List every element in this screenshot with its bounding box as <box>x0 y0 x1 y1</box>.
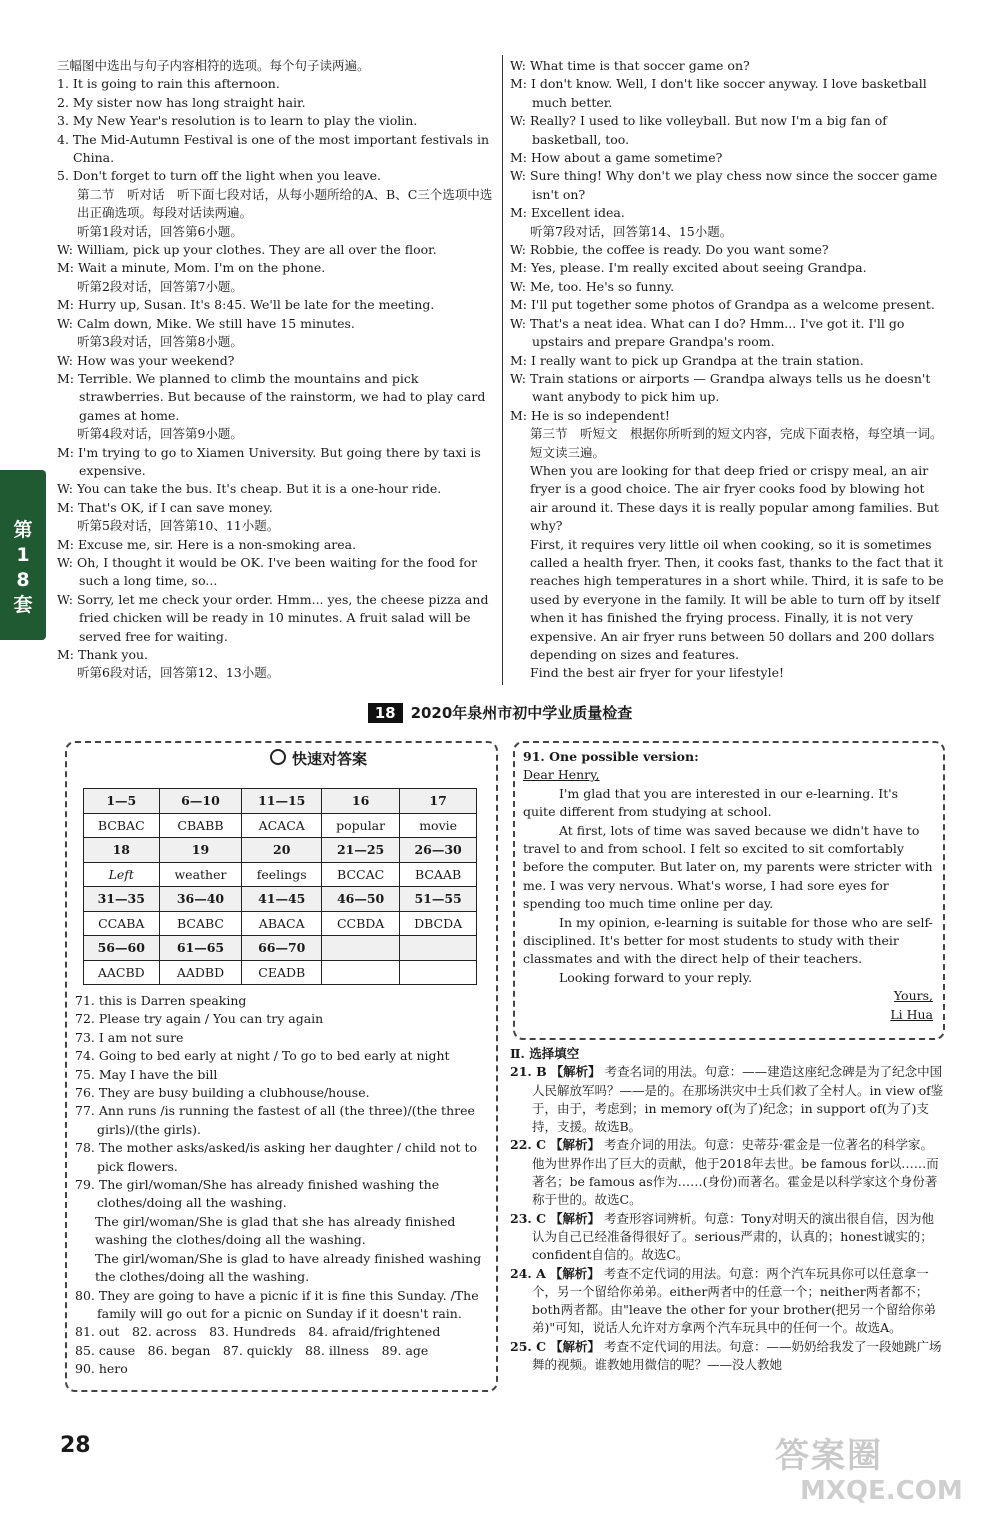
left-line: M: Wait a minute, Mom. I'm on the phone. <box>57 260 326 276</box>
right-line: First, it requires very little oil when cooking, so it is sometimes called a health fryer. Then, it cooks fast, thanks to the fact that it reaches high temperatures in a short while. Third, it is safe to be used by everyone in the family. It will be able to turn off by itself when it has finished the frying process. Finally, it is not very expensive. An air fryer runs between 50 dollars and 200 dollars depending on sizes and features. <box>530 536 944 662</box>
answer-value: popular <box>322 813 400 838</box>
right-line: M: I'll put together some photos of Grandpa as a welcome present. <box>510 297 935 313</box>
answer-value: feelings <box>242 862 322 887</box>
right-line: W: Sure thing! Why don't we play chess now since the soccer game isn't on? <box>510 168 938 202</box>
answer-value: AADBD <box>159 960 242 985</box>
answer-value <box>322 960 400 985</box>
question-answer: 21. B <box>510 1064 547 1080</box>
answer-range <box>400 936 477 961</box>
analysis-tag: 【解析】 <box>550 1064 601 1080</box>
left-line: 听第5段对话，回答第10、11小题。 <box>77 518 280 534</box>
answer-range: 51—55 <box>400 887 477 912</box>
letter-paragraph: Looking forward to your reply. <box>559 969 753 985</box>
right-line: When you are looking for that deep fried or crispy meal, an air fryer is a good choice. The air fryer cooks food by blowing hot air around it. These days it is really popular among families. But why? <box>530 462 939 534</box>
section-title: 2020年泉州市初中学业质量检查 <box>410 704 633 722</box>
magnifier-icon <box>270 749 286 765</box>
answer-value: ACACA <box>242 813 322 838</box>
answer-range: 26—30 <box>400 838 477 863</box>
answer-range: 61—65 <box>159 936 242 961</box>
set-number-tab <box>0 470 46 640</box>
answer-header-row <box>84 789 477 814</box>
answer-line: 76. They are busy building a clubhouse/house. <box>75 1085 370 1101</box>
analysis-text: 考查不定代词的用法。句意：——奶奶给我发了一段她跳广场舞的视频。谁教她用微信的呢？——没人教她 <box>532 1338 942 1373</box>
letter-paragraph: At first, lots of time was saved because we didn't have to travel to and from school. I felt so excited to sit comfortably before the computer. But later on, my parents were stricter with me. I was very nervous. What's worse, I had sore eyes for spending too much time online per day. <box>523 822 933 912</box>
left-line: 听第3段对话，回答第8小题。 <box>77 334 243 350</box>
analysis-text: 考查不定代词的用法。句意：两个汽车玩具你可以任意拿一个，另一个留给你弟弟。either两者中的任意一个；neither两者都不；both两者都。由"leave the other for your brother(把另一个留给你弟弟)"可知，说话人允许对方拿两个汽车玩具中的任何一个。故选A。 <box>532 1265 937 1336</box>
letter-greeting: Dear Henry, <box>523 767 600 783</box>
question-answer: 25. C <box>510 1338 547 1354</box>
left-line: M: Hurry up, Susan. It's 8:45. We'll be late for the meeting. <box>57 297 435 313</box>
left-line: W: You can take the bus. It's cheap. But it is a one-hour ride. <box>57 481 442 497</box>
answer-line: 79. The girl/woman/She has already finished washing the clothes/doing all the washing. <box>75 1177 440 1211</box>
left-line: W: How was your weekend? <box>57 352 235 368</box>
right-line: W: Me, too. He's so funny. <box>510 278 675 294</box>
answer-table <box>83 788 477 985</box>
letter-closing: Yours, <box>893 988 933 1004</box>
answer-line: 77. Ann runs /is running the fastest of all (the three)/(the three girls)/(the girls). <box>75 1103 475 1137</box>
section-heading <box>0 702 1000 723</box>
right-line: M: I really want to pick up Grandpa at the train station. <box>510 352 864 368</box>
analysis-text: 考查形容词辨析。句意：Tony对明天的演出很自信，因为他认为自己已经准备得很好了。serious严肃的，认真的；honest诚实的；confident自信的。故选C。 <box>532 1210 935 1263</box>
right-line: W: Robbie, the coffee is ready. Do you want some? <box>510 242 829 258</box>
right-line: W: Really? I used to like volleyball. But now I'm a big fan of basketball, too. <box>510 113 887 147</box>
question-answer: 24. A <box>510 1265 546 1281</box>
analysis-text: 考查名词的用法。句意：——建造这座纪念碑是为了纪念中国人民解放军吗？——是的。在那场洪灾中士兵们救了全村人。in view of鉴于，由于，考虑到；in memory of(为了)纪念；in support of(为了)支持，支援。故选B。 <box>532 1064 944 1135</box>
left-line: W: Oh, I thought it would be OK. I've been waiting for the food for such a long time, so... <box>57 554 478 589</box>
explanation-item <box>510 1338 944 1375</box>
left-line: M: That's OK, if I can save money. <box>57 499 273 515</box>
answer-line: 75. May I have the bill <box>75 1066 218 1082</box>
answer-value: CBABB <box>159 813 242 838</box>
left-line: 听第1段对话，回答第6小题。 <box>77 223 243 239</box>
left-line: W: Calm down, Mike. We still have 15 minutes. <box>57 315 355 331</box>
analysis-text: 考查介词的用法。句意：史蒂芬·霍金是一位著名的科学家。他为世界作出了巨大的贡献，他于2018年去世。be famous for以……而著名；be famous as作为……(身份)而著名。霍金是以科学家这个身份著称于世的。故选C。 <box>532 1137 939 1208</box>
answer-range: 16 <box>322 789 400 814</box>
analysis-tag: 【解析】 <box>550 1137 601 1153</box>
answer-value: BCAAB <box>400 862 477 887</box>
left-line: 听第6段对话，回答第12、13小题。 <box>77 665 280 681</box>
answer-value-row <box>84 911 477 936</box>
answer-range: 17 <box>400 789 477 814</box>
left-line: 三幅图中选出与句子内容相符的选项。每个句子读两遍。 <box>57 58 370 73</box>
letter-heading: 91. One possible version: <box>523 749 699 764</box>
right-line: M: Yes, please. I'm really excited about seeing Grandpa. <box>510 260 867 276</box>
answer-line: The girl/woman/She is glad to have already finished washing the clothes/doing all the washing. <box>95 1250 482 1285</box>
explanation-item <box>510 1063 944 1136</box>
answer-line: 71. this is Darren speaking <box>75 993 247 1008</box>
answer-value: CCABA <box>84 911 160 936</box>
answer-range: 11—15 <box>242 789 322 814</box>
answer-range: 41—45 <box>242 887 322 912</box>
watermark-url: MXQE.COM <box>800 1476 963 1506</box>
answer-value: weather <box>159 862 242 887</box>
quick-answer-title-text: 快速对答案 <box>292 750 368 768</box>
answer-range: 6—10 <box>159 789 242 814</box>
answer-value: CEADB <box>242 960 322 985</box>
answer-value-row <box>84 960 477 985</box>
answer-value: AACBD <box>84 960 160 985</box>
analysis-tag: 【解析】 <box>550 1210 601 1226</box>
answer-value <box>400 960 477 985</box>
answer-range: 46—50 <box>322 887 400 912</box>
left-line: M: I'm trying to go to Xiamen University. But going there by taxi is expensive. <box>57 444 481 478</box>
answer-range: 36—40 <box>159 887 242 912</box>
letter-paragraph: In my opinion, e-learning is suitable for those who are self-disciplined. It's better for most students to study with their classmates and with the direct help of their teachers. <box>523 914 933 967</box>
left-line: M: Terrible. We planned to climb the mountains and pick strawberries. But because of the rainstorm, we had to play card games at home. <box>57 370 486 423</box>
left-line: 3. My New Year's resolution is to learn to play the violin. <box>57 113 418 129</box>
answer-line: 74. Going to bed early at night / To go to bed early at night <box>75 1048 450 1064</box>
answer-range: 1—5 <box>84 789 160 814</box>
answer-range: 66—70 <box>242 936 322 961</box>
answer-line: 85. cause 86. began 87. quickly 88. illness 89. age <box>75 1342 429 1358</box>
explanation-item <box>510 1265 944 1338</box>
answer-value: BCABC <box>159 911 242 936</box>
answer-line: 73. I am not sure <box>75 1029 184 1045</box>
answer-range: 19 <box>159 838 242 863</box>
analysis-tag: 【解析】 <box>549 1265 600 1281</box>
answer-range: 20 <box>242 838 322 863</box>
answer-value-row <box>84 813 477 838</box>
column-divider <box>502 55 503 685</box>
answer-line: 72. Please try again / You can try again <box>75 1011 324 1027</box>
answer-range: 31—35 <box>84 887 160 912</box>
answer-value-row <box>84 862 477 887</box>
left-line: 听第4段对话，回答第9小题。 <box>77 426 243 442</box>
quick-answer-title <box>270 748 367 769</box>
right-line: M: He is so independent! <box>510 407 670 423</box>
model-letter <box>523 748 933 1024</box>
answer-range: 21—25 <box>322 838 400 863</box>
answer-header-row <box>84 838 477 863</box>
left-line: W: William, pick up your clothes. They are all over the floor. <box>57 242 437 258</box>
letter-paragraph: I'm glad that you are interested in our e-learning. It's quite different from studying at school. <box>523 785 899 820</box>
right-line: Find the best air fryer for your lifestyle! <box>530 665 784 681</box>
right-column <box>510 57 944 683</box>
question-answer: 22. C <box>510 1137 547 1153</box>
answer-line: 78. The mother asks/asked/is asking her daughter / child not to pick flowers. <box>75 1140 478 1174</box>
right-line: W: Train stations or airports — Grandpa always tells us he doesn't want anybody to pick him up. <box>510 370 931 405</box>
right-line: 听第7段对话，回答第14、15小题。 <box>530 223 733 239</box>
right-line: W: What time is that soccer game on? <box>510 58 750 73</box>
left-line: M: Excuse me, sir. Here is a non-smoking area. <box>57 536 357 552</box>
answer-range: 56—60 <box>84 936 160 961</box>
answer-value: Left <box>84 862 160 887</box>
section2-title: Ⅱ. 选择填空 <box>510 1046 580 1061</box>
question-answer: 23. C <box>510 1210 547 1226</box>
answer-value: DBCDA <box>400 911 477 936</box>
right-line: W: That's a neat idea. What can I do? Hmm... I've got it. I'll go upstairs and prepare Grandpa's room. <box>510 315 905 350</box>
left-column <box>57 57 494 683</box>
right-line: M: I don't know. Well, I don't like soccer anyway. I love basketball much better. <box>510 76 927 110</box>
answer-value: BCBAC <box>84 813 160 838</box>
left-line: W: Sorry, let me check your order. Hmm... yes, the cheese pizza and fried chicken will be ready in 10 minutes. A fruit salad will be served free for waiting. <box>57 591 489 644</box>
watermark-logo: 答案圈 <box>775 1436 883 1476</box>
answer-header-row <box>84 887 477 912</box>
answer-value: BCCAC <box>322 862 400 887</box>
answer-line: 81. out 82. across 83. Hundreds 84. afraid/frightened <box>75 1324 441 1340</box>
left-line: 第二节 听对话 听下面七段对话，从每小题所给的A、B、C三个选项中选出正确选项。每段对话读两遍。 <box>77 186 493 221</box>
explanation-item <box>510 1210 944 1265</box>
answer-list <box>75 992 487 1379</box>
section-badge: 18 <box>368 703 403 723</box>
right-line: M: How about a game sometime? <box>510 150 723 166</box>
letter-signature: Li Hua <box>890 1006 933 1022</box>
explanations <box>510 1045 944 1374</box>
answer-line: 90. hero <box>75 1361 128 1377</box>
left-line: 听第2段对话，回答第7小题。 <box>77 278 243 294</box>
left-line: 2. My sister now has long straight hair. <box>57 94 306 110</box>
explanation-item <box>510 1136 944 1209</box>
answer-range <box>322 936 400 961</box>
answer-header-row <box>84 936 477 961</box>
left-line: 5. Don't forget to turn off the light when you leave. <box>57 168 381 184</box>
answer-line: The girl/woman/She is glad that she has already finished washing the clothes/doing all the washing. <box>95 1213 456 1248</box>
answer-value: CCBDA <box>322 911 400 936</box>
page-number: 28 <box>60 1433 91 1458</box>
answer-value: ABACA <box>242 911 322 936</box>
analysis-tag: 【解析】 <box>550 1338 601 1354</box>
answer-line: 80. They are going to have a picnic if it is fine this Sunday. /The family will go out for a picnic on Sunday if it doesn't rain. <box>75 1287 479 1321</box>
right-line: M: Excellent idea. <box>510 205 625 221</box>
right-line: 第三节 听短文 根据你所听到的短文内容，完成下面表格，每空填一词。短文读三遍。 <box>530 426 943 460</box>
answer-range: 18 <box>84 838 160 863</box>
left-line: 4. The Mid-Autumn Festival is one of the most important festivals in China. <box>57 131 489 166</box>
answer-value: movie <box>400 813 477 838</box>
left-line: M: Thank you. <box>57 647 149 662</box>
left-line: 1. It is going to rain this afternoon. <box>57 76 280 92</box>
set-number-label: 第18套 <box>13 519 33 616</box>
